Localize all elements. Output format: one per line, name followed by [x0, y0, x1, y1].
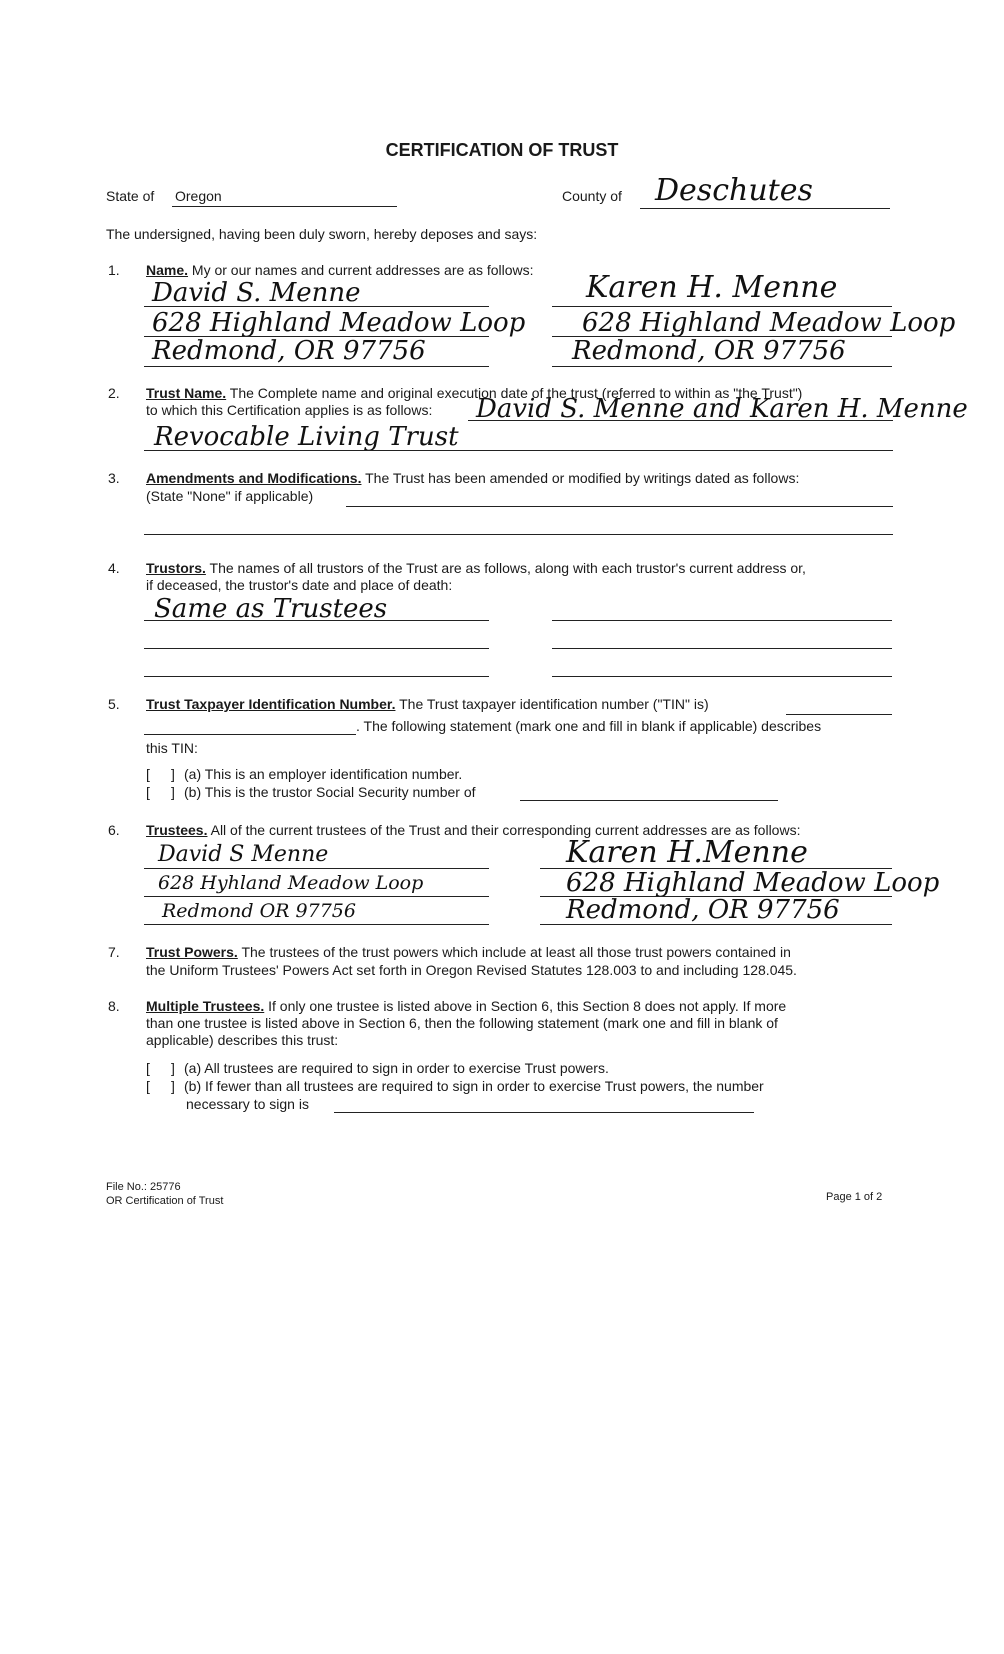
s1-left-address: 628 Highland Meadow Loop — [152, 308, 526, 338]
section-4-number: 4. — [108, 560, 120, 576]
section-8-heading: Multiple Trustees. — [146, 998, 265, 1014]
county-value: Deschutes — [655, 173, 813, 208]
s1-left-city: Redmond, OR 97756 — [152, 336, 426, 366]
section-1-heading: Name. — [146, 262, 189, 278]
s4-left-line-2 — [144, 648, 489, 649]
s5-checkbox-a-open[interactable]: [ — [146, 766, 150, 782]
s1-right-name: Karen H. Menne — [586, 270, 838, 305]
s8-option-b-2: necessary to sign is — [186, 1096, 309, 1112]
section-7-text-2: the Uniform Trustees' Powers Act set forth in Oregon Revised Statutes 128.003 to and including 128.045. — [146, 962, 797, 978]
s8-checkbox-b-open[interactable]: [ — [146, 1078, 150, 1094]
section-6-text: All of the current trustees of the Trust and their corresponding current addresses are as follows: — [210, 822, 801, 838]
section-5-line-1 — [146, 696, 709, 713]
s2-trust-name-1: David S. Menne and Karen H. Menne — [476, 394, 968, 424]
section-8-line-1 — [146, 998, 786, 1015]
section-1-intro — [146, 262, 534, 279]
s2-line-1 — [468, 420, 893, 421]
section-5-text-3: this TIN: — [146, 740, 198, 756]
s5-checkbox-a-close[interactable]: ] — [171, 766, 175, 782]
section-8-number: 8. — [108, 998, 120, 1014]
s6-right-name: Karen H.Menne — [566, 835, 808, 870]
s5-tin-line-2 — [144, 734, 356, 735]
section-5-heading: Trust Taxpayer Identification Number. — [146, 696, 396, 712]
s5-ssn-line — [520, 800, 778, 801]
footer-file-no: File No.: 25776 — [106, 1181, 181, 1193]
section-8-text-2: than one trustee is listed above in Section 6, then the following statement (mark one and fill in blank of — [146, 1015, 778, 1031]
s3-line-2 — [144, 534, 893, 535]
section-7-text-1: The trustees of the trust powers which include at least all those trust powers contained in — [241, 944, 791, 960]
s1-left-line-1 — [144, 306, 489, 307]
s1-left-line-3 — [144, 366, 489, 367]
s6-right-city: Redmond, OR 97756 — [566, 895, 840, 925]
section-2-heading: Trust Name. — [146, 385, 227, 401]
section-2-text-1: The Complete name and original execution date of the trust (referred to within as "the Trust") — [229, 385, 803, 401]
s8-option-b: (b) If fewer than all trustees are required to sign in order to exercise Trust powers, the number — [184, 1078, 764, 1094]
s4-left-line-1 — [144, 620, 489, 621]
section-3-number: 3. — [108, 470, 120, 486]
section-3-line-1 — [146, 470, 799, 487]
s1-left-name: David S. Menne — [152, 278, 361, 308]
s2-trust-name-2: Revocable Living Trust — [154, 422, 459, 452]
county-underline — [640, 208, 890, 209]
s4-left-line-3 — [144, 676, 489, 677]
s6-left-line-3 — [144, 924, 489, 925]
s1-right-line-1 — [552, 306, 892, 307]
s6-left-name: David S Menne — [158, 842, 329, 867]
s6-right-address: 628 Highland Meadow Loop — [566, 868, 940, 898]
s4-right-line-1 — [552, 620, 892, 621]
county-label: County of — [562, 188, 622, 204]
s6-left-city: Redmond OR 97756 — [162, 900, 356, 922]
section-7-line-1 — [146, 944, 791, 961]
footer-page-number: Page 1 of 2 — [826, 1191, 883, 1203]
s5-tin-line-1 — [786, 714, 892, 715]
section-4-text-2: if deceased, the trustor's date and place of death: — [146, 577, 453, 593]
section-6-number: 6. — [108, 822, 120, 838]
document-title: CERTIFICATION OF TRUST — [385, 140, 619, 160]
state-underline — [172, 206, 397, 207]
s8-number-line — [334, 1112, 754, 1113]
section-7-heading: Trust Powers. — [146, 944, 238, 960]
section-8-text-3: applicable) describes this trust: — [146, 1032, 339, 1048]
section-5-text-2: . The following statement (mark one and fill in blank if applicable) describes — [356, 718, 822, 734]
s8-checkbox-b-close[interactable]: ] — [171, 1078, 175, 1094]
s1-right-address: 628 Highland Meadow Loop — [582, 308, 956, 338]
s4-right-line-2 — [552, 648, 892, 649]
intro-text: The undersigned, having been duly sworn, hereby deposes and says: — [106, 226, 538, 242]
s6-left-address: 628 Hyhland Meadow Loop — [158, 872, 424, 894]
section-7-number: 7. — [108, 944, 120, 960]
s5-option-a: (a) This is an employer identification number. — [184, 766, 463, 782]
section-6-heading: Trustees. — [146, 822, 208, 838]
s8-checkbox-a-open[interactable]: [ — [146, 1060, 150, 1076]
footer-doc-name: OR Certification of Trust — [106, 1195, 224, 1207]
s8-option-a: (a) All trustees are required to sign in order to exercise Trust powers. — [184, 1060, 609, 1076]
s4-right-line-3 — [552, 676, 892, 677]
section-3-heading: Amendments and Modifications. — [146, 470, 362, 486]
s1-right-line-3 — [552, 366, 892, 367]
section-2-text-2: to which this Certification applies is as follows: — [146, 402, 433, 418]
s2-line-2 — [144, 450, 893, 451]
section-1-number: 1. — [108, 262, 120, 278]
section-3-text-1: The Trust has been amended or modified by writings dated as follows: — [365, 470, 800, 486]
section-8-text-1: If only one trustee is listed above in Section 6, this Section 8 does not apply. If more — [268, 998, 787, 1014]
s4-trustors: Same as Trustees — [154, 594, 388, 624]
s1-right-city: Redmond, OR 97756 — [572, 336, 846, 366]
s6-left-line-1 — [144, 868, 489, 869]
section-5-text-1: The Trust taxpayer identification number ("TIN" is) — [399, 696, 709, 712]
state-label: State of — [106, 188, 155, 204]
s8-checkbox-a-close[interactable]: ] — [171, 1060, 175, 1076]
s5-option-b: (b) This is the trustor Social Security number of — [184, 784, 476, 800]
s6-left-line-2 — [144, 896, 489, 897]
s6-right-line-3 — [540, 924, 892, 925]
s5-checkbox-b-open[interactable]: [ — [146, 784, 150, 800]
section-3-text-2: (State "None" if applicable) — [146, 488, 314, 504]
state-value: Oregon — [175, 188, 222, 204]
section-1-text: My or our names and current addresses are as follows: — [191, 262, 534, 278]
section-5-number: 5. — [108, 696, 120, 712]
section-4-text-1: The names of all trustors of the Trust are as follows, along with each trustor's current address or, — [209, 560, 806, 576]
section-4-heading: Trustors. — [146, 560, 206, 576]
s5-checkbox-b-close[interactable]: ] — [171, 784, 175, 800]
section-2-number: 2. — [108, 385, 120, 401]
section-4-line-1 — [146, 560, 806, 577]
s3-line-1 — [346, 506, 893, 507]
